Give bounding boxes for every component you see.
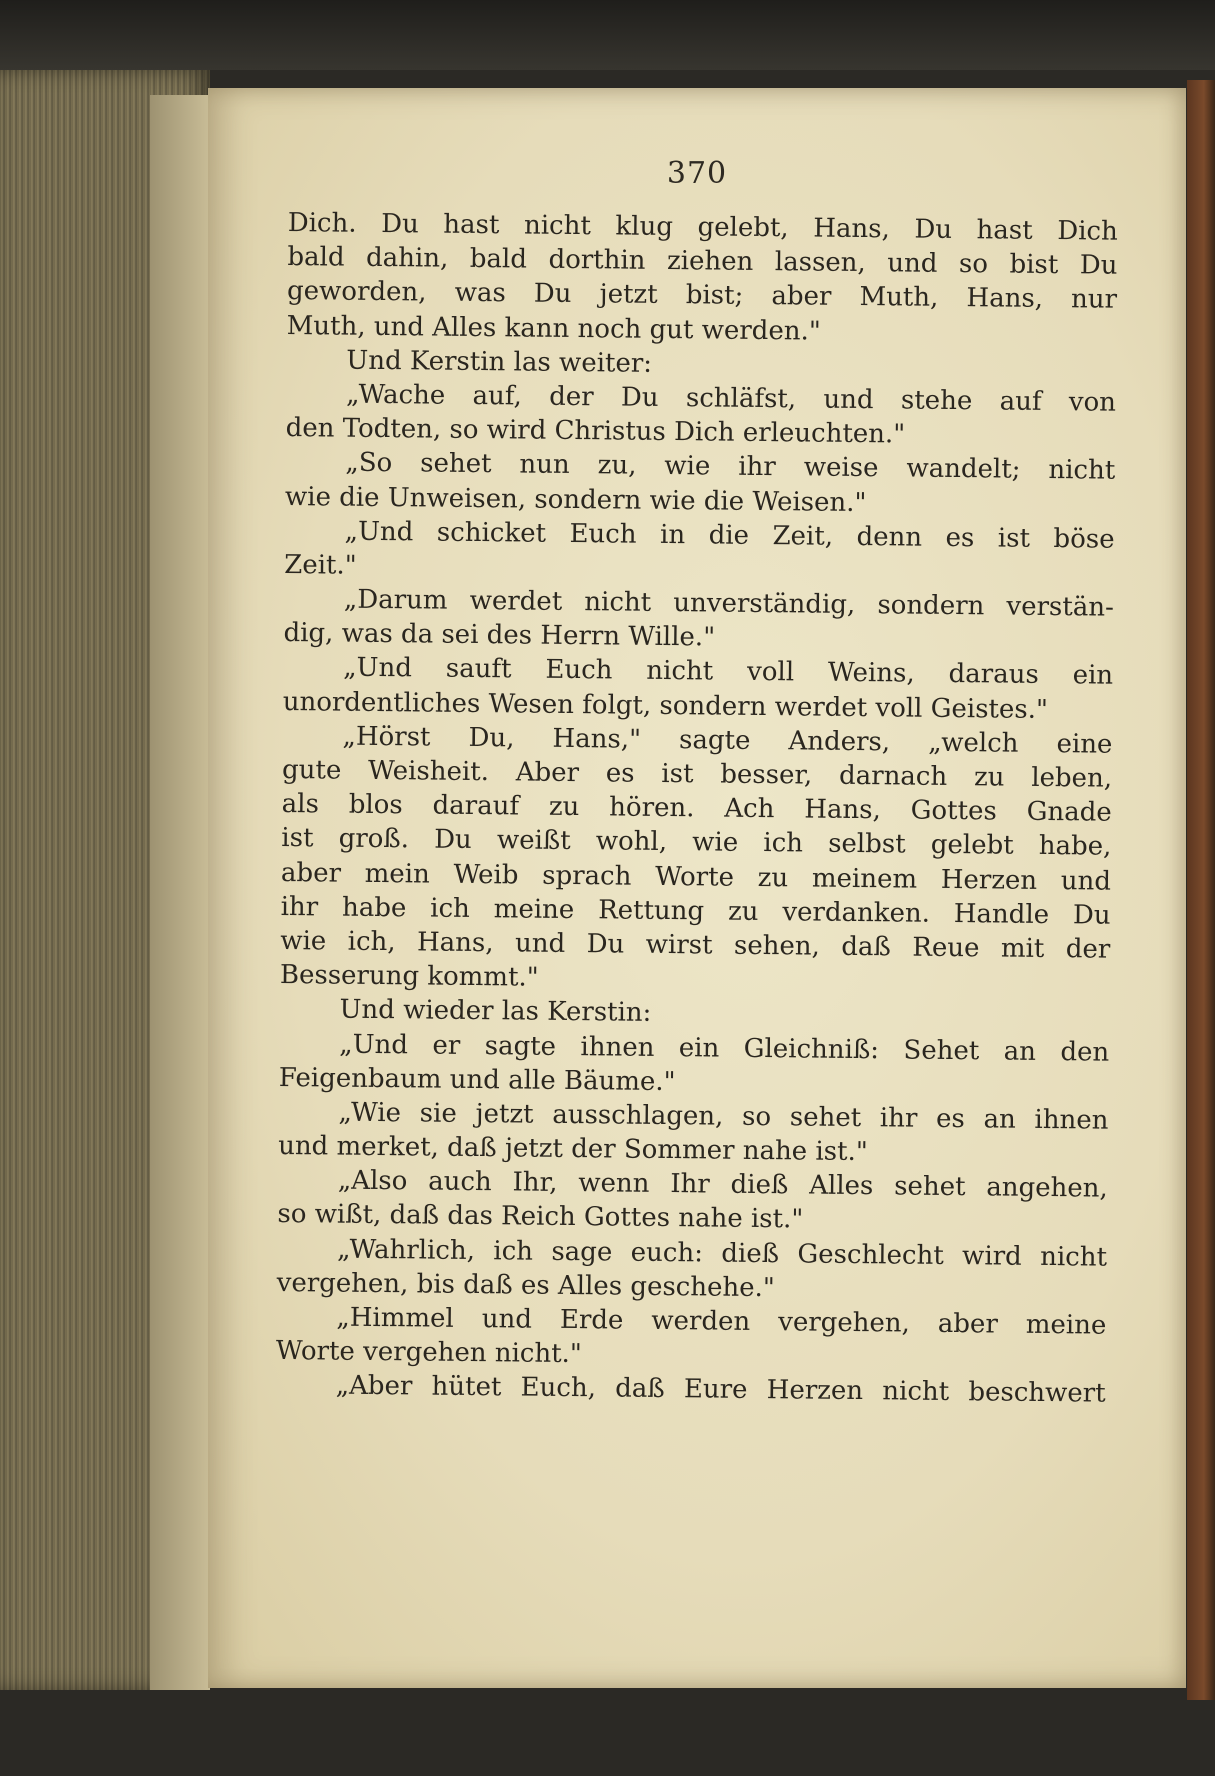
text-line: geworden, was Du jetzt bist; aber Muth, Hans, nur <box>286 276 1118 316</box>
text-line: „So sehet nun zu, wie ihr weise wandelt; nicht <box>345 447 1116 486</box>
book-cover-edge <box>1187 80 1215 1700</box>
text-line: „Himmel und Erde werden vergehen, aber meine <box>336 1302 1107 1341</box>
text-line: Besserung kommt." <box>279 960 539 993</box>
book-page <box>208 88 1186 1688</box>
text-line: vergehen, bis daß es Alles geschehe." <box>276 1267 775 1303</box>
text-line: als blos darauf zu hören. Ach Hans, Gottes Gnade <box>281 789 1112 828</box>
text-line: „Aber hütet Euch, daß Eure Herzen nicht beschwert <box>335 1370 1106 1410</box>
text-line: gute Weisheit. Aber es ist besser, darnach zu leben, <box>281 754 1113 794</box>
text-line: „Und schicket Euch in die Zeit, denn es ist böse <box>344 516 1115 555</box>
page-number: 370 <box>666 156 728 191</box>
text-line: Feigenbaum und alle Bäume." <box>278 1062 676 1097</box>
text-line: bald dahin, bald dorthin ziehen lassen, und so bist Du <box>287 242 1118 281</box>
text-line: Und wieder las Kerstin: <box>339 994 652 1029</box>
text-line: „Darum werdet nicht unverständig, sondern verstän- <box>343 584 1114 623</box>
text-line: Zeit." <box>284 549 357 581</box>
background-top <box>0 0 1215 70</box>
text-line: „Wahrlich, ich sage euch: dieß Geschlecht wird nicht <box>336 1234 1108 1273</box>
text-line: „Also auch Ihr, wenn Ihr dieß Alles sehet angehen, <box>337 1165 1108 1204</box>
text-line: so wißt, daß das Reich Gottes nahe ist." <box>277 1199 804 1235</box>
text-line: „Und er sagte ihnen ein Gleichniß: Sehet an den <box>339 1029 1110 1068</box>
text-line: wie ich, Hans, und Du wirst sehen, daß Reue mit der <box>280 925 1111 965</box>
text-line: „Hörst Du, Hans," sagte Anders, „welch eine <box>342 721 1113 760</box>
text-line: „Wie sie jetzt ausschlagen, so sehet ihr es an ihnen <box>338 1097 1109 1136</box>
text-line: Und Kerstin las weiter: <box>346 345 653 379</box>
text-line: aber mein Weib sprach Worte zu meinem Herzen und <box>280 857 1112 897</box>
text-line: wie die Unweisen, sondern wie die Weisen." <box>284 481 867 518</box>
text-line: unordentliches Wesen folgt, sondern werdet voll Geistes." <box>282 686 1049 725</box>
page-text <box>275 206 1117 1411</box>
text-line: und merket, daß jetzt der Sommer nahe ist." <box>277 1131 868 1168</box>
text-line: dig, was da sei des Herrn Wille." <box>283 618 716 653</box>
text-line: Muth, und Alles kann noch gut werden." <box>286 310 821 347</box>
page-edges <box>150 95 210 1690</box>
text-line: Dich. Du hast nicht klug gelebt, Hans, Du hast Dich <box>287 207 1118 247</box>
text-line: ist groß. Du weißt wohl, wie ich selbst gelebt habe, <box>281 823 1112 863</box>
text-line: ihr habe ich meine Rettung zu verdanken. Handle Du <box>280 891 1111 931</box>
text-line: Worte vergehen nicht." <box>275 1336 583 1370</box>
text-line: „Und sauft Euch nicht voll Weins, daraus ein <box>343 653 1114 692</box>
text-line: den Todten, so wird Christus Dich erleuchten." <box>285 413 906 450</box>
text-line: „Wache auf, der Du schläfst, und stehe auf von <box>345 379 1117 418</box>
